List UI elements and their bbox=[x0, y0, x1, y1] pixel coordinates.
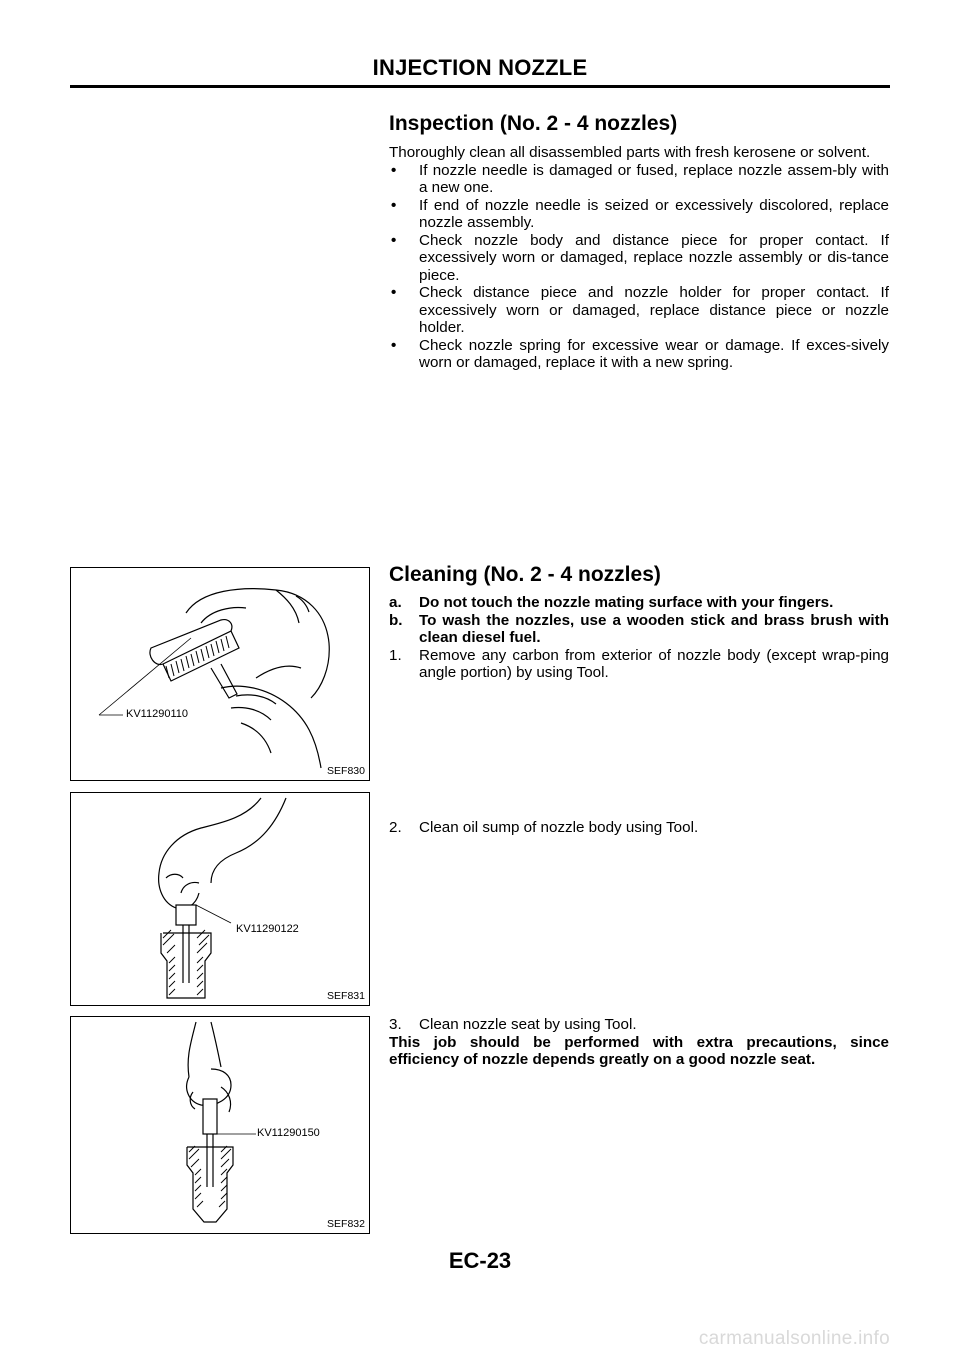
step-text: Clean oil sump of nozzle body using Tool. bbox=[419, 819, 699, 836]
nozzle-seat-cleaning-illustration bbox=[71, 1017, 369, 1233]
step-mark: 3. bbox=[389, 1016, 402, 1033]
cleaning-heading: Cleaning (No. 2 - 4 nozzles) bbox=[389, 563, 661, 586]
oil-sump-cleaning-illustration bbox=[71, 793, 369, 1005]
inspection-bullet bbox=[389, 337, 889, 372]
inspection-heading: Inspection (No. 2 - 4 nozzles) bbox=[389, 112, 678, 135]
inspection-bullet bbox=[389, 162, 889, 197]
bullet-text: If end of nozzle needle is seized or excessively discolored, replace nozzle assembly. bbox=[419, 196, 889, 231]
brush-cleaning-illustration bbox=[71, 568, 369, 780]
tool-label: KV11290122 bbox=[236, 923, 299, 935]
tool-label: KV11290110 bbox=[126, 708, 188, 720]
step-mark: 2. bbox=[389, 819, 402, 836]
bullet-mark: • bbox=[391, 336, 397, 354]
inspection-intro: Thoroughly clean all disassembled parts with fresh kerosene or solvent. bbox=[389, 144, 871, 161]
caution-text: Do not touch the nozzle mating surface with your fingers. bbox=[419, 594, 834, 611]
watermark: carmanualsonline.info bbox=[698, 1328, 890, 1349]
bullet-text: Check nozzle spring for excessive wear or damage. If exces-sively worn or damaged, replace it with a new spring. bbox=[419, 336, 889, 371]
figure-code: SEF831 bbox=[327, 990, 365, 1002]
step-text: Clean nozzle seat by using Tool. bbox=[419, 1016, 637, 1033]
figure-brush bbox=[70, 567, 370, 781]
step-text: Remove any carbon from exterior of nozzle body (except wrap-ping angle portion) by using Tool. bbox=[419, 646, 889, 681]
cleaning-cautions bbox=[389, 594, 889, 682]
caution-mark: a. bbox=[389, 594, 402, 611]
caution-item bbox=[389, 594, 889, 612]
precaution-note: This job should be performed with extra precautions, since efficiency of nozzle depends greatly on a good nozzle seat. bbox=[389, 1033, 889, 1068]
bullet-mark: • bbox=[391, 161, 397, 179]
inspection-body bbox=[389, 144, 889, 372]
step-item bbox=[389, 819, 889, 837]
page-number: EC-23 bbox=[448, 1248, 512, 1273]
bullet-text: If nozzle needle is damaged or fused, replace nozzle assem-bly with a new one. bbox=[419, 161, 889, 196]
bullet-mark: • bbox=[391, 231, 397, 249]
caution-text: To wash the nozzles, use a wooden stick and brass brush with clean diesel fuel. bbox=[419, 611, 889, 646]
tool-label: KV11290150 bbox=[257, 1127, 320, 1139]
figure-oil-sump bbox=[70, 792, 370, 1006]
bullet-mark: • bbox=[391, 284, 397, 301]
cleaning-step-3 bbox=[389, 1016, 889, 1069]
step-item bbox=[389, 647, 889, 682]
inspection-bullet bbox=[389, 284, 889, 337]
caution-mark: b. bbox=[389, 611, 403, 629]
step-mark: 1. bbox=[389, 646, 402, 664]
header-divider bbox=[70, 85, 890, 88]
cleaning-step-2 bbox=[389, 819, 889, 837]
inspection-bullet bbox=[389, 197, 889, 232]
caution-item bbox=[389, 612, 889, 647]
page-header-title: INJECTION NOZZLE bbox=[372, 55, 588, 80]
figure-code: SEF832 bbox=[327, 1218, 365, 1230]
bullet-text: Check distance piece and nozzle holder for proper contact. If excessively worn or damaged, replace distance piece or nozzle holder. bbox=[419, 284, 889, 336]
bullet-text: Check nozzle body and distance piece for proper contact. If excessively worn or damaged, replace nozzle assembly or dis-tance piece. bbox=[419, 231, 889, 284]
inspection-bullet bbox=[389, 232, 889, 285]
figure-nozzle-seat bbox=[70, 1016, 370, 1234]
step-item bbox=[389, 1016, 889, 1034]
bullet-mark: • bbox=[391, 196, 397, 214]
figure-code: SEF830 bbox=[327, 765, 365, 777]
